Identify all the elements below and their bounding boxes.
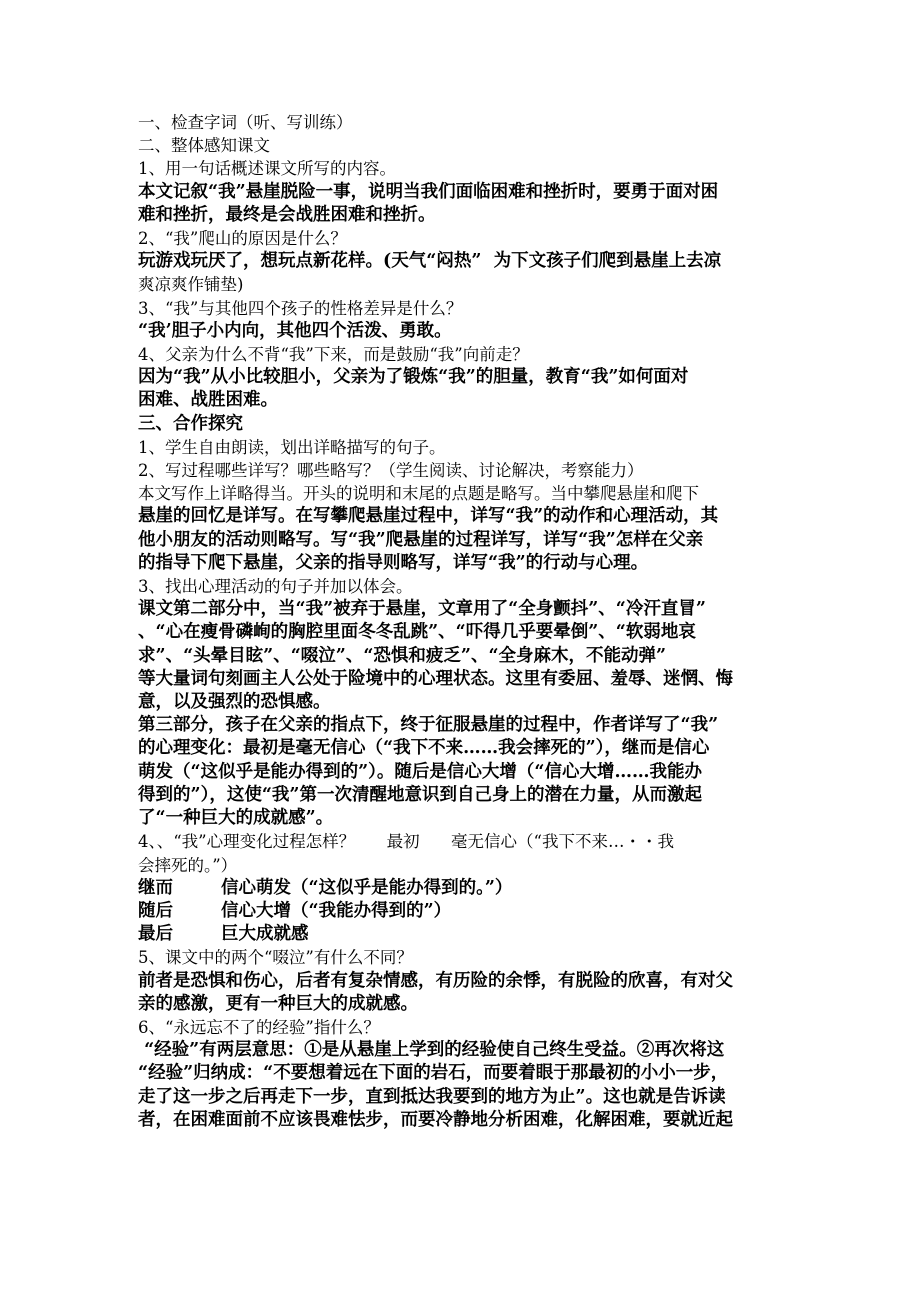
text-line: 6、“永远忘不了的经验”指什么？ [138,1017,380,1037]
text-line: 爽凉爽作铺垫) [138,275,244,295]
text-line: 困难、战胜困难。 [138,390,278,411]
text-line: 者，在困难面前不应该畏难怯步，而要冷静地分析困难，化解困难，要就近起 [138,1109,733,1130]
text-line: 了“一种巨大的成就感”。 [138,808,334,829]
stage-description: 信心萌发（“这似乎是能办得到的。”） [221,877,513,898]
stage-label: 继而 [138,877,173,898]
text-line: 走了这一步之后再走下一步，直到抵达我要到的地方为止”。这也就是告诉读 [138,1086,726,1107]
text-line: 他小朋友的活动则略写。写“我”爬悬崖的过程详写，详写“我”怎样在父亲 [138,529,704,550]
text-line: 3、“我”与其他四个孩子的性格差异是什么？ [138,298,463,318]
text-line: 三、合作探究 [138,413,243,434]
document-body-part2 [138,946,788,1132]
text-line: 的指导下爬下悬崖，父亲的指导则略写，详写“我”的行动与心理。 [138,552,649,573]
text-line: 悬崖的回忆是详写。在写攀爬悬崖过程中，详写“我”的动作和心理活动，其 [138,506,719,527]
text-line: 、“心在瘦骨磷峋的胸腔里面冬冬乱跳”、“吓得几乎要晕倒”、“软弱地哀 [138,622,696,643]
text-line: “我’胆子小内向，其他四个活泼、勇敢。 [138,320,452,341]
stage-description: 信心大增（“我能办得到的”） [221,900,452,921]
text-line: 玩游戏玩厌了，想玩点新花样。(天气“闷热” 为下文孩子们爬到悬崖上去凉 [138,251,722,272]
stage-row [138,900,788,923]
stage-row [138,877,788,900]
text-line: 第三部分，孩子在父亲的指点下，终于征服悬崖的过程中，作者详写了“我” [138,715,719,736]
text-line: 会摔死的。”） [138,855,238,875]
text-line: 等大量词句刻画主人公处于险境中的心理状态。这里有委屈、羞辱、迷惘、悔 [138,668,733,689]
text-line: 2、写过程哪些详写？哪些略写？（学生阅读、讨论解决，考察能力） [138,461,644,481]
stage-row [138,923,788,946]
text-line: 4、、“我”心理变化过程怎样？ 最初 毫无信心（“我下不来…・・我 [138,832,674,852]
stage-label: 随后 [138,900,173,921]
text-line: 本文记叙“我”悬崖脱险一事，说明当我们面临困难和挫折时，要勇于面对困 [138,181,719,202]
text-line: 1、用一句话概述课文所写的内容。 [138,159,396,179]
text-line: 求”、“头晕目眩”、“啜泣”、“恐惧和疲乏”、“全身麻木，不能动弹” [138,645,667,666]
text-line: 萌发（“这似乎是能办得到的”）。随后是信心大增（“信心大增……我能办 [138,761,702,782]
text-line: 4、父亲为什么不背“我”下来，而是鼓励“我”向前走？ [138,345,529,365]
text-line: 课文第二部分中，当“我”被弃于悬崖，文章用了“全身颤抖”、“冷汗直冒” [138,599,706,620]
text-line: 因为“我”从小比较胆小，父亲为了锻炼“我”的胆量，教育“我”如何面对 [138,367,689,388]
document-body-part1 [138,111,788,877]
text-line: “经验”有两层意思：①是从悬崖上学到的经验使自己终生受益。②再次将这 [138,1040,725,1061]
text-line: 2、“我”爬山的原因是什么？ [138,229,347,249]
text-line: 1、学生自由朗读，划出详略描写的句子。 [138,437,446,457]
text-line: 难和挫折，最终是会战胜困难和挫折。 [138,204,436,225]
stage-description: 巨大成就感 [221,924,309,945]
text-line: 亲的感激，更有一种巨大的成就感。 [138,993,418,1014]
text-line: 的心理变化：最初是毫无信心（“我下不来……我会摔死的”），继而是信心 [138,738,710,759]
text-line: 意，以及强烈的恐惧感。 [138,692,331,713]
text-line: 得到的”），这使“我”第一次清醒地意识到自己身上的潜在力量，从而激起 [138,784,702,805]
text-line: 3、找出心理活动的句子并加以体会。 [138,577,413,597]
document-page [138,111,788,1132]
document-rows [138,877,788,947]
text-line: “经验”归纳成：“不要想着远在下面的岩石，而要着眼于那最初的小小一步， [138,1063,729,1084]
text-line: 一、检查字词（听、写训练） [138,113,353,132]
text-line: 二、整体感知课文 [138,136,270,156]
stage-label: 最后 [138,924,173,945]
text-line: 前者是恐惧和伤心，后者有复杂情感，有历险的余悸，有脱险的欣喜，有对父 [138,970,733,991]
text-line: 本文写作上详略得当。开头的说明和末尾的点题是略写。当中攀爬悬崖和爬下 [138,484,699,504]
text-line: 5、课文中的两个“啜泣”有什么不同？ [138,948,413,968]
